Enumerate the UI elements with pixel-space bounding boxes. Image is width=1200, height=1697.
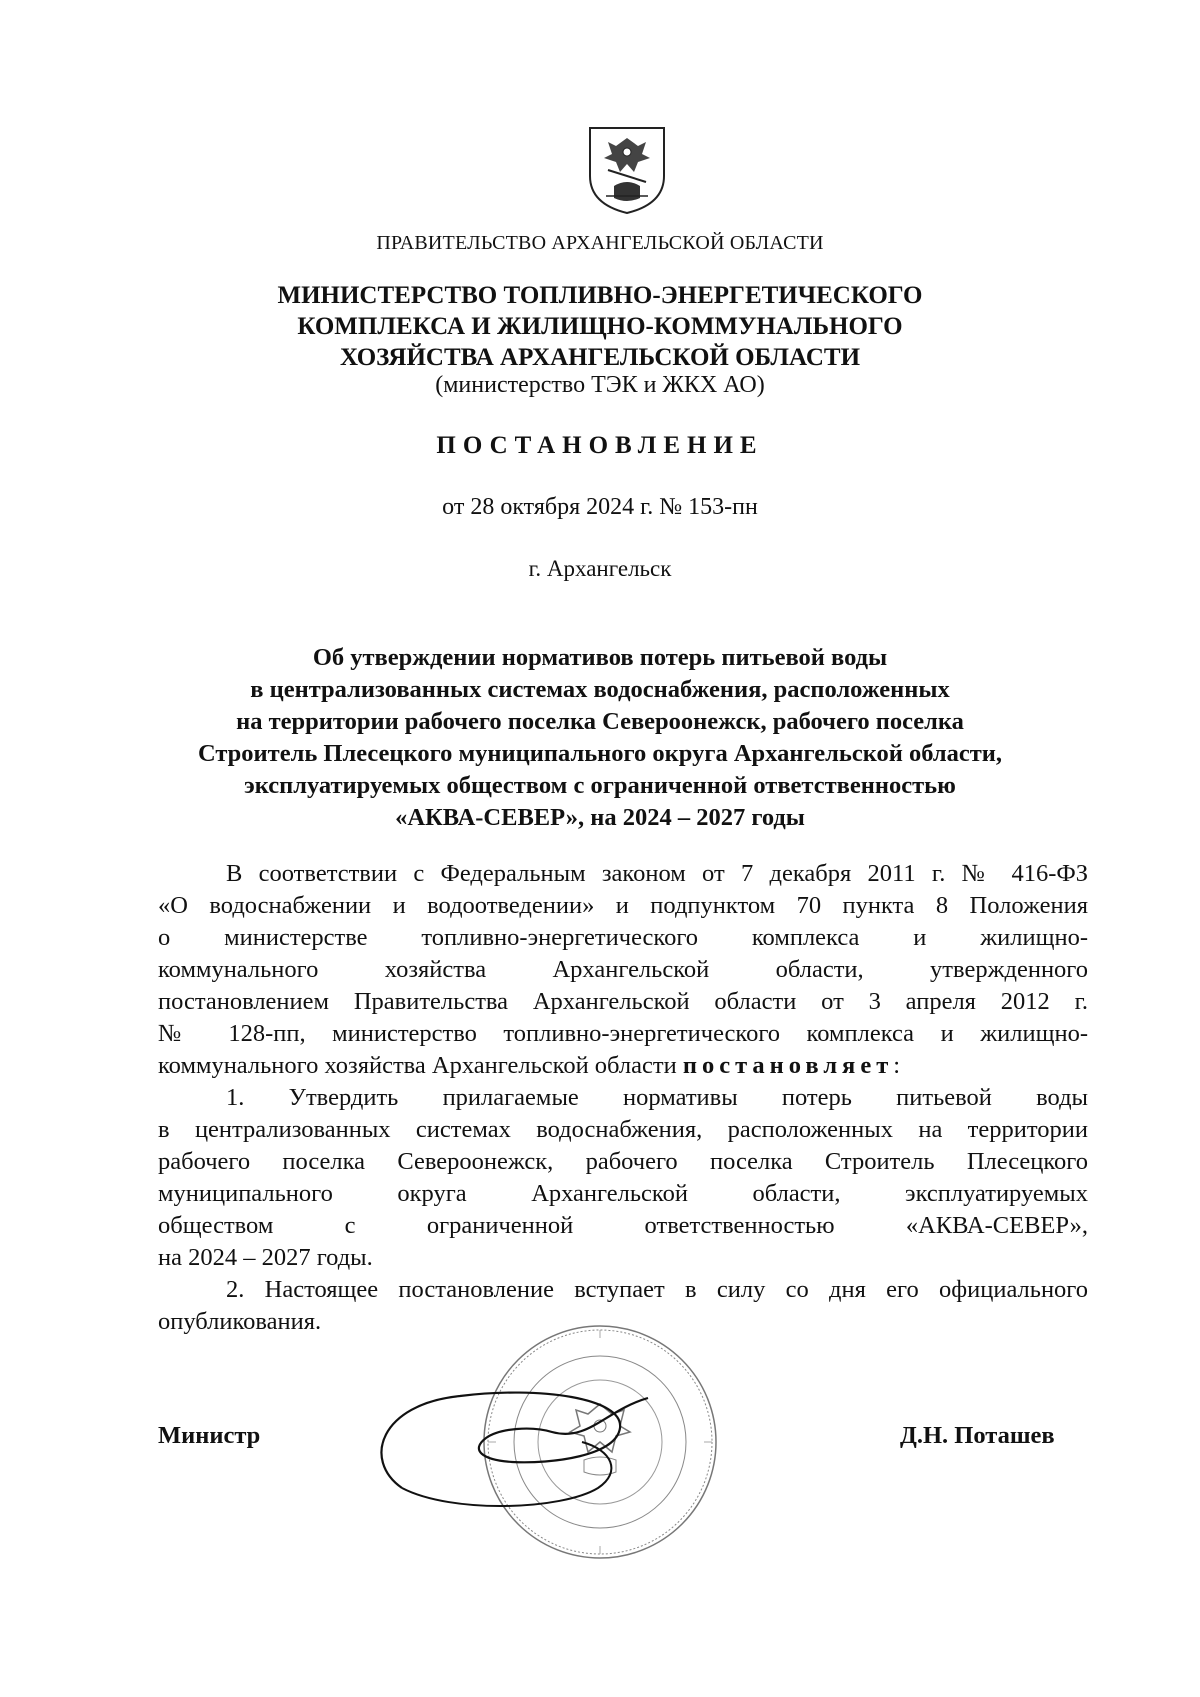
preamble-line: о министерстве топливно-энергетического комплекса и жилищно- bbox=[158, 924, 1088, 951]
title-line: эксплуатируемых обществом с ограниченной ответственностью bbox=[244, 772, 956, 799]
item1-line: обществом с ограниченной ответственностью «АКВА-СЕВЕР», bbox=[158, 1212, 1088, 1239]
ministry-name bbox=[0, 280, 1200, 373]
ministry-line: ХОЗЯЙСТВА АРХАНГЕЛЬСКОЙ ОБЛАСТИ bbox=[339, 344, 861, 371]
handwritten-signature-icon bbox=[362, 1370, 682, 1520]
title-line: на территории рабочего поселка Североонежск, рабочего поселка bbox=[236, 708, 964, 735]
preamble-last-text: коммунального хозяйства Архангельской области bbox=[158, 1052, 677, 1079]
preamble-line: «О водоснабжении и водоотведении» и подпунктом 70 пункта 8 Положения bbox=[158, 892, 1088, 919]
preamble-line: № 128-пп, министерство топливно-энергетического комплекса и жилищно- bbox=[158, 1020, 1088, 1047]
coat-of-arms-icon bbox=[586, 124, 668, 216]
title-line: «АКВА-СЕВЕР», на 2024 – 2027 годы bbox=[395, 804, 805, 831]
title-line: Об утверждении нормативов потерь питьевой воды bbox=[312, 644, 888, 671]
item1-line: в централизованных системах водоснабжения, расположенных на территории bbox=[158, 1116, 1088, 1143]
signatory-name: Д.Н. Поташев bbox=[900, 1422, 1055, 1449]
ministry-line: МИНИСТЕРСТВО ТОПЛИВНО-ЭНЕРГЕТИЧЕСКОГО bbox=[277, 282, 923, 309]
preamble-last-line bbox=[158, 1050, 1088, 1082]
ministry-short-name: (министерство ТЭК и ЖКХ АО) bbox=[435, 372, 765, 398]
preamble-line: В соответствии с Федеральным законом от 7 декабря 2011 г. № 416-ФЗ bbox=[226, 860, 1088, 887]
decree-colon: : bbox=[893, 1052, 901, 1079]
title-line: в централизованных системах водоснабжения, расположенных bbox=[250, 676, 950, 703]
government-name: ПРАВИТЕЛЬСТВО АРХАНГЕЛЬСКОЙ ОБЛАСТИ bbox=[376, 232, 824, 254]
preamble-line: коммунального хозяйства Архангельской области, утвержденного bbox=[158, 956, 1088, 983]
item1-last-line: на 2024 – 2027 годы. bbox=[158, 1244, 373, 1271]
item1-line: муниципального округа Архангельской области, эксплуатируемых bbox=[158, 1180, 1088, 1207]
item2-line: 2. Настоящее постановление вступает в силу со дня его официального bbox=[226, 1276, 1088, 1303]
item1-line: 1. Утвердить прилагаемые нормативы потерь питьевой воды bbox=[226, 1084, 1088, 1111]
ministry-line: КОМПЛЕКСА И ЖИЛИЩНО-КОММУНАЛЬНОГО bbox=[297, 313, 903, 340]
title-line: Строитель Плесецкого муниципального округа Архангельской области, bbox=[197, 740, 1003, 767]
decree-word: постановляет bbox=[682, 1052, 894, 1079]
document-city: г. Архангельск bbox=[528, 556, 672, 581]
item1-line: рабочего поселка Североонежск, рабочего поселка Строитель Плесецкого bbox=[158, 1148, 1088, 1175]
document-type: ПОСТАНОВЛЕНИЕ bbox=[436, 432, 764, 459]
document-body bbox=[158, 858, 1088, 1338]
preamble-line: постановлением Правительства Архангельской области от 3 апреля 2012 г. bbox=[158, 988, 1088, 1015]
document-title bbox=[0, 642, 1200, 834]
signatory-position: Министр bbox=[158, 1422, 261, 1449]
item2-last-line: опубликования. bbox=[158, 1308, 322, 1335]
document-date-number: от 28 октября 2024 г. № 153-пн bbox=[442, 494, 758, 520]
